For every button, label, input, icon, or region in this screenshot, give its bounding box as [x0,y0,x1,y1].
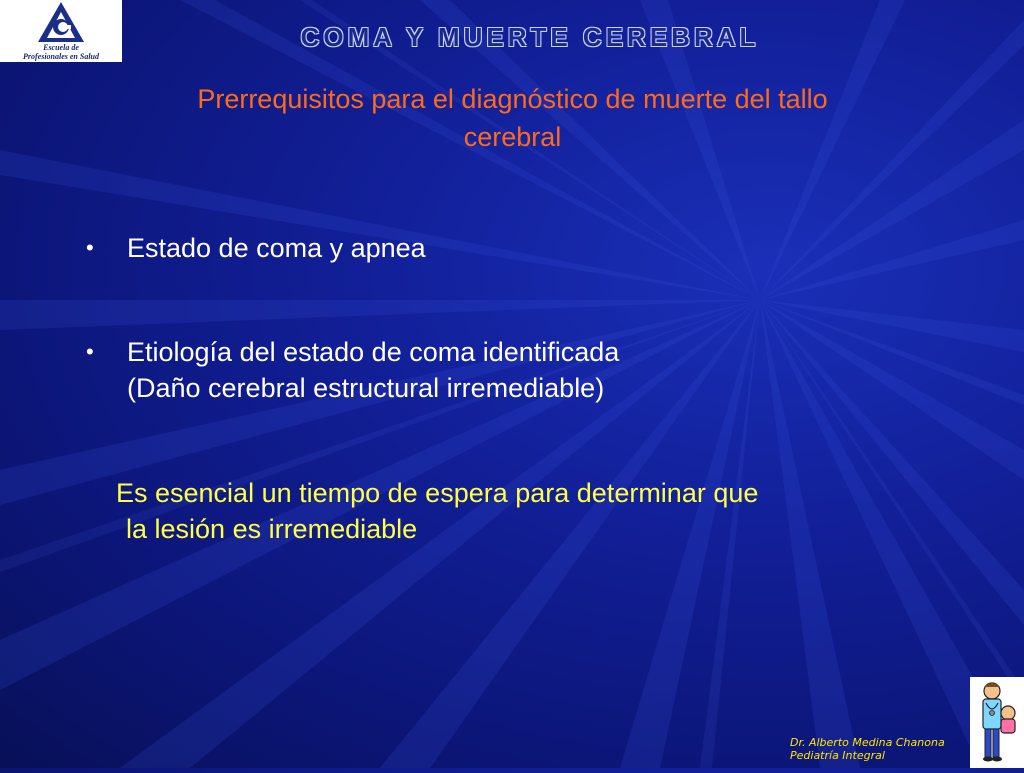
doctor-clipart [970,677,1024,768]
subtitle-line2: cerebral [463,122,562,152]
logo-text-line2: Profesionales en Salud [22,52,99,61]
author-specialty: Pediatría Integral [790,749,885,762]
logo-text-line1: Escuela de [43,43,79,52]
note-line2: la lesión es irremediable [126,514,418,544]
bullet-text-line2: (Daño cerebral estructural irremediable) [127,373,605,403]
bullet-text-line1: Etiología del estado de coma identificada [127,337,620,367]
doctor-icon [970,677,1024,768]
bullet-text: Estado de coma y apnea [127,233,426,263]
slide-subtitle [100,80,925,156]
author-credit [790,736,970,762]
bullet-text [127,334,619,406]
highlight-note [116,475,976,547]
bullet-icon: • [86,339,94,364]
note-line1: Es esencial un tiempo de espera para determinar que [116,478,759,508]
bullet-icon: • [86,235,94,260]
triangle-logo-icon [0,0,122,44]
school-logo [0,0,122,62]
subtitle-line1: Prerrequisitos para el diagnóstico de muerte del tallo [197,84,828,114]
page-title: COMA Y MUERTE CEREBRAL [300,22,760,52]
author-name: Dr. Alberto Medina Chanona [790,736,945,749]
